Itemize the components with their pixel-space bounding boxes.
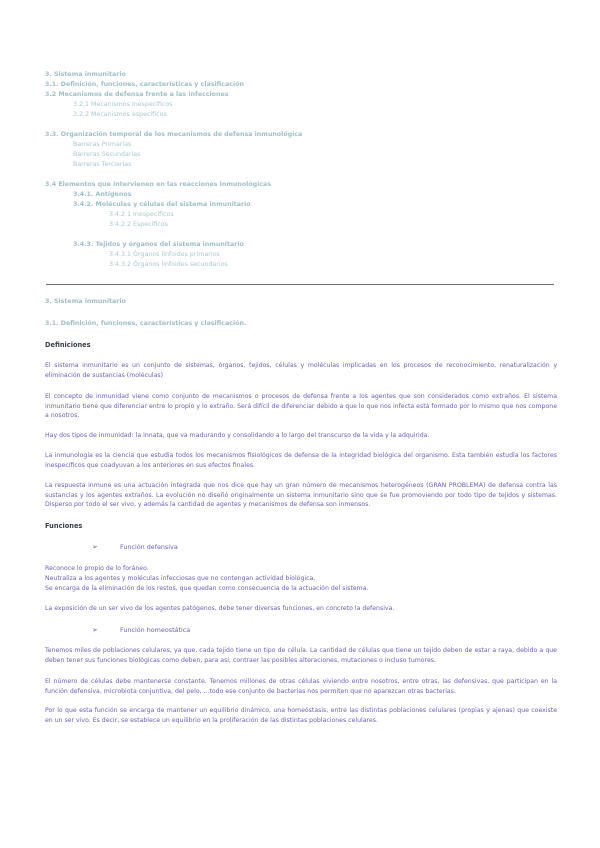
toc-item[interactable]: Barreras Secundarias — [73, 151, 141, 158]
paragraph: Tenemos miles de poblaciones celulares, ya que, cada tejido tiene un tipo de célula. La cantidad de células que tiene un tejido deben de estar a raya, debido a que deben tener sus funciones biológicas como deben, para así, contraer las posibles alteraciones, mutaciones o incluso tumores. — [45, 647, 557, 664]
toc-item[interactable]: 3.3. Organización temporal de los mecanismos de defensa inmunológica — [45, 131, 303, 138]
bullet-label: Función homeostática — [120, 626, 191, 634]
paragraph: Por lo que esta función se encarga de mantener un equilibrio dinámico, una homeóstasis, entre las distintas poblaciones celulares (propias y ajenas) que coexiste en un ser vivo. Es decir, se establece un equilibrio en la proliferación de las distintas poblaciones celulares. — [45, 707, 557, 724]
toc-item[interactable]: 3.4.2.2 Específicos — [109, 221, 168, 228]
bullet-defensive — [92, 543, 178, 551]
arrow-icon: ➢ — [92, 626, 98, 634]
paragraph: La inmunología es la ciencia que estudia todos los mecanismos fisiológicos de defensa de la integridad biológica del organismo. Esta también estudia los factores inespecíficos que coadyuvan a los anteriores en sus efectos finales. — [45, 452, 557, 469]
line: Neutraliza a los agentes y moléculas infecciosas que no contengan actividad biológica. — [45, 575, 316, 582]
toc-item[interactable]: 3.4.3. Tejidos y órganos del sistema inmunitario — [73, 241, 244, 248]
paragraph: Hay dos tipos de inmunidad: la innata, que va madurando y consolidando a lo largo del transcurso de la vida y la adquirida. — [45, 432, 430, 439]
toc-item[interactable]: 3.4.2.1 Inespecíficos — [109, 211, 174, 218]
divider — [46, 284, 554, 285]
toc-item[interactable]: 3.4.3.1 Órganos linfoides primarios — [109, 251, 220, 258]
toc-item[interactable]: 3.4.2. Moléculas y células del sistema inmunitario — [73, 201, 251, 208]
toc-item[interactable]: 3.4.1. Antígenos — [73, 191, 132, 198]
toc-item[interactable]: 3. Sistema inmunitario — [45, 71, 126, 78]
line: Reconoce lo propio de lo foráneo. — [45, 565, 149, 572]
arrow-icon: ➢ — [92, 543, 98, 551]
functions-heading: Funciones — [45, 522, 83, 530]
toc-item[interactable]: 3.2.1 Mecanismos inespecíficos — [73, 101, 173, 108]
toc-item[interactable]: 3.4.3.2 Órganos linfoides secundarios — [109, 261, 228, 268]
bullet-homeostatic — [92, 626, 190, 634]
toc-item[interactable]: 3.4 Elementos que intervienen en las reacciones inmunológicas — [45, 181, 272, 188]
toc-item[interactable]: Barreras Primarias — [73, 141, 132, 148]
toc-item[interactable]: Barreras Terciarias — [73, 161, 132, 168]
paragraph: El sistema inmunitario es un conjunto de sistemas, órganos, tejidos, células y moléculas implicadas en los procesos de reconocimiento, renaturalización y eliminación de sustancias (moléculas) — [45, 362, 557, 379]
bullet-label: Función defensiva — [120, 543, 178, 551]
toc-item[interactable]: 3.1. Definición, funciones, características y clasificación — [45, 81, 244, 88]
subsection-title: 3.1. Definición, funciones, características y clasificación. — [45, 320, 247, 327]
line: Se encarga de la eliminación de los restos, que quedan como consecuencia de la actuación del sistema. — [45, 585, 369, 592]
section-title: 3. Sistema inmunitario — [45, 298, 126, 305]
toc-item[interactable]: 3.2.2 Mecanismos específicos — [73, 111, 167, 118]
paragraph: El concepto de inmunidad viene como conjunto de mecanismos o procesos de defensa frente a los agentes que son considerados como extraños. El sistema inmunitario tiene que diferenciar entre lo propio y lo extraño. Será difícil de diferenciar debido a que lo que nos infecta está formado por lo mismo que nos compone a nosotros. — [45, 393, 557, 420]
toc-item[interactable]: 3.2 Mecanismos de defensa frente a las infecciones — [45, 91, 229, 98]
paragraph: La respuesta inmune es una actuación integrada que nos dice que hay un gran número de mecanismos heterogéneos (GRAN PROBLEMA) de defensa contra las sustancias y los agentes extraños. La evolución no diseñó originalmente un sistema inmunitario sino que se fue promoviendo por todo tipo de tejidos y sistemas. Disperso por todo el ser vivo, y además la cantidad de agentes y mecanismos de defensa son inmensos. — [45, 482, 557, 509]
paragraph: El número de células debe mantenerse constante. Tenemos millones de otras células viviendo entre nosotros, entre otras, las defensivas, que participan en la función defensiva, microbiota conjuntiva, del pelo, ...todo ese conjunto de bacterias nos permiten que no aparezcan otras bacterias. — [45, 678, 557, 695]
paragraph: La exposición de un ser vivo de los agentes patógenos, debe tener diversas funciones, en concreto la defensiva. — [45, 605, 395, 612]
definitions-heading: Definiciones — [45, 341, 91, 349]
